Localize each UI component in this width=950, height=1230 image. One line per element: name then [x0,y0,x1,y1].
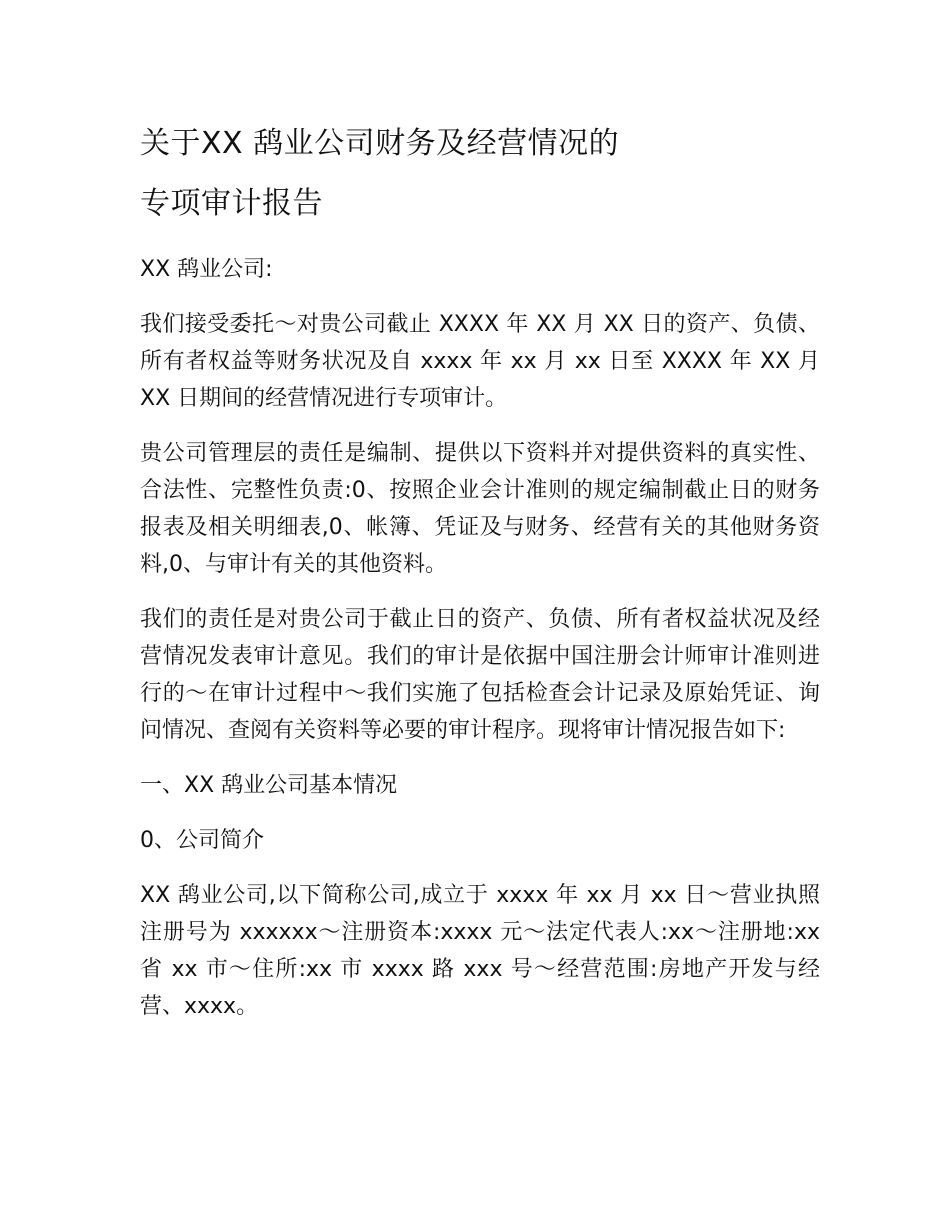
document-title-line-1: 关于XX 鸹业公司财务及经营情况的 [140,126,620,161]
document-body [140,118,820,1025]
section-heading-basic-info: 一、XX 鸹业公司基本情况 [140,773,398,798]
paragraph-management-responsibility: 贵公司管理层的责任是编制、提供以下资料并对提供资料的真实性、合法性、完整性负责:0、按照企业会计准则的规定编制截止日的财务报表及相关明细表,0、帐簿、凭证及与财务、经营有关的其他财务资料,0、与审计有关的其他资料。 [140,441,820,577]
paragraph-auditor-responsibility: 我们的责任是对贵公司于截止日的资产、负债、所有者权益状况及经营情况发表审计意见。我们的审计是依据中国注册会计师审计准则进行的～在审计过程中～我们实施了包括检查会计记录及原始凭证、询问情况、查阅有关资料等必要的审计程序。现将审计情况报告如下: [140,607,820,743]
paragraph-company-intro: XX 鸹业公司,以下简称公司,成立于 xxxx 年 xx 月 xx 日～营业执照注册号为 xxxxxx～注册资本:xxxx 元～法定代表人:xx～注册地:xx 省 xx 市～住所:xx 市 xxxx 路 xxx 号～经营范围:房地产开发与经营、xxxx。 [140,883,820,1019]
salutation: XX 鸹业公司: [140,257,273,282]
paragraph-engagement: 我们接受委托～对贵公司截止 XXXX 年 XX 月 XX 日的资产、负债、所有者权益等财务状况及自 xxxx 年 xx 月 xx 日至 XXXX 年 XX 月 XX 日期间的经营情况进行专项审计。 [140,312,820,411]
document-title-line-2: 专项审计报告 [140,186,323,221]
subsection-heading-company-profile: 0、公司简介 [140,828,264,853]
